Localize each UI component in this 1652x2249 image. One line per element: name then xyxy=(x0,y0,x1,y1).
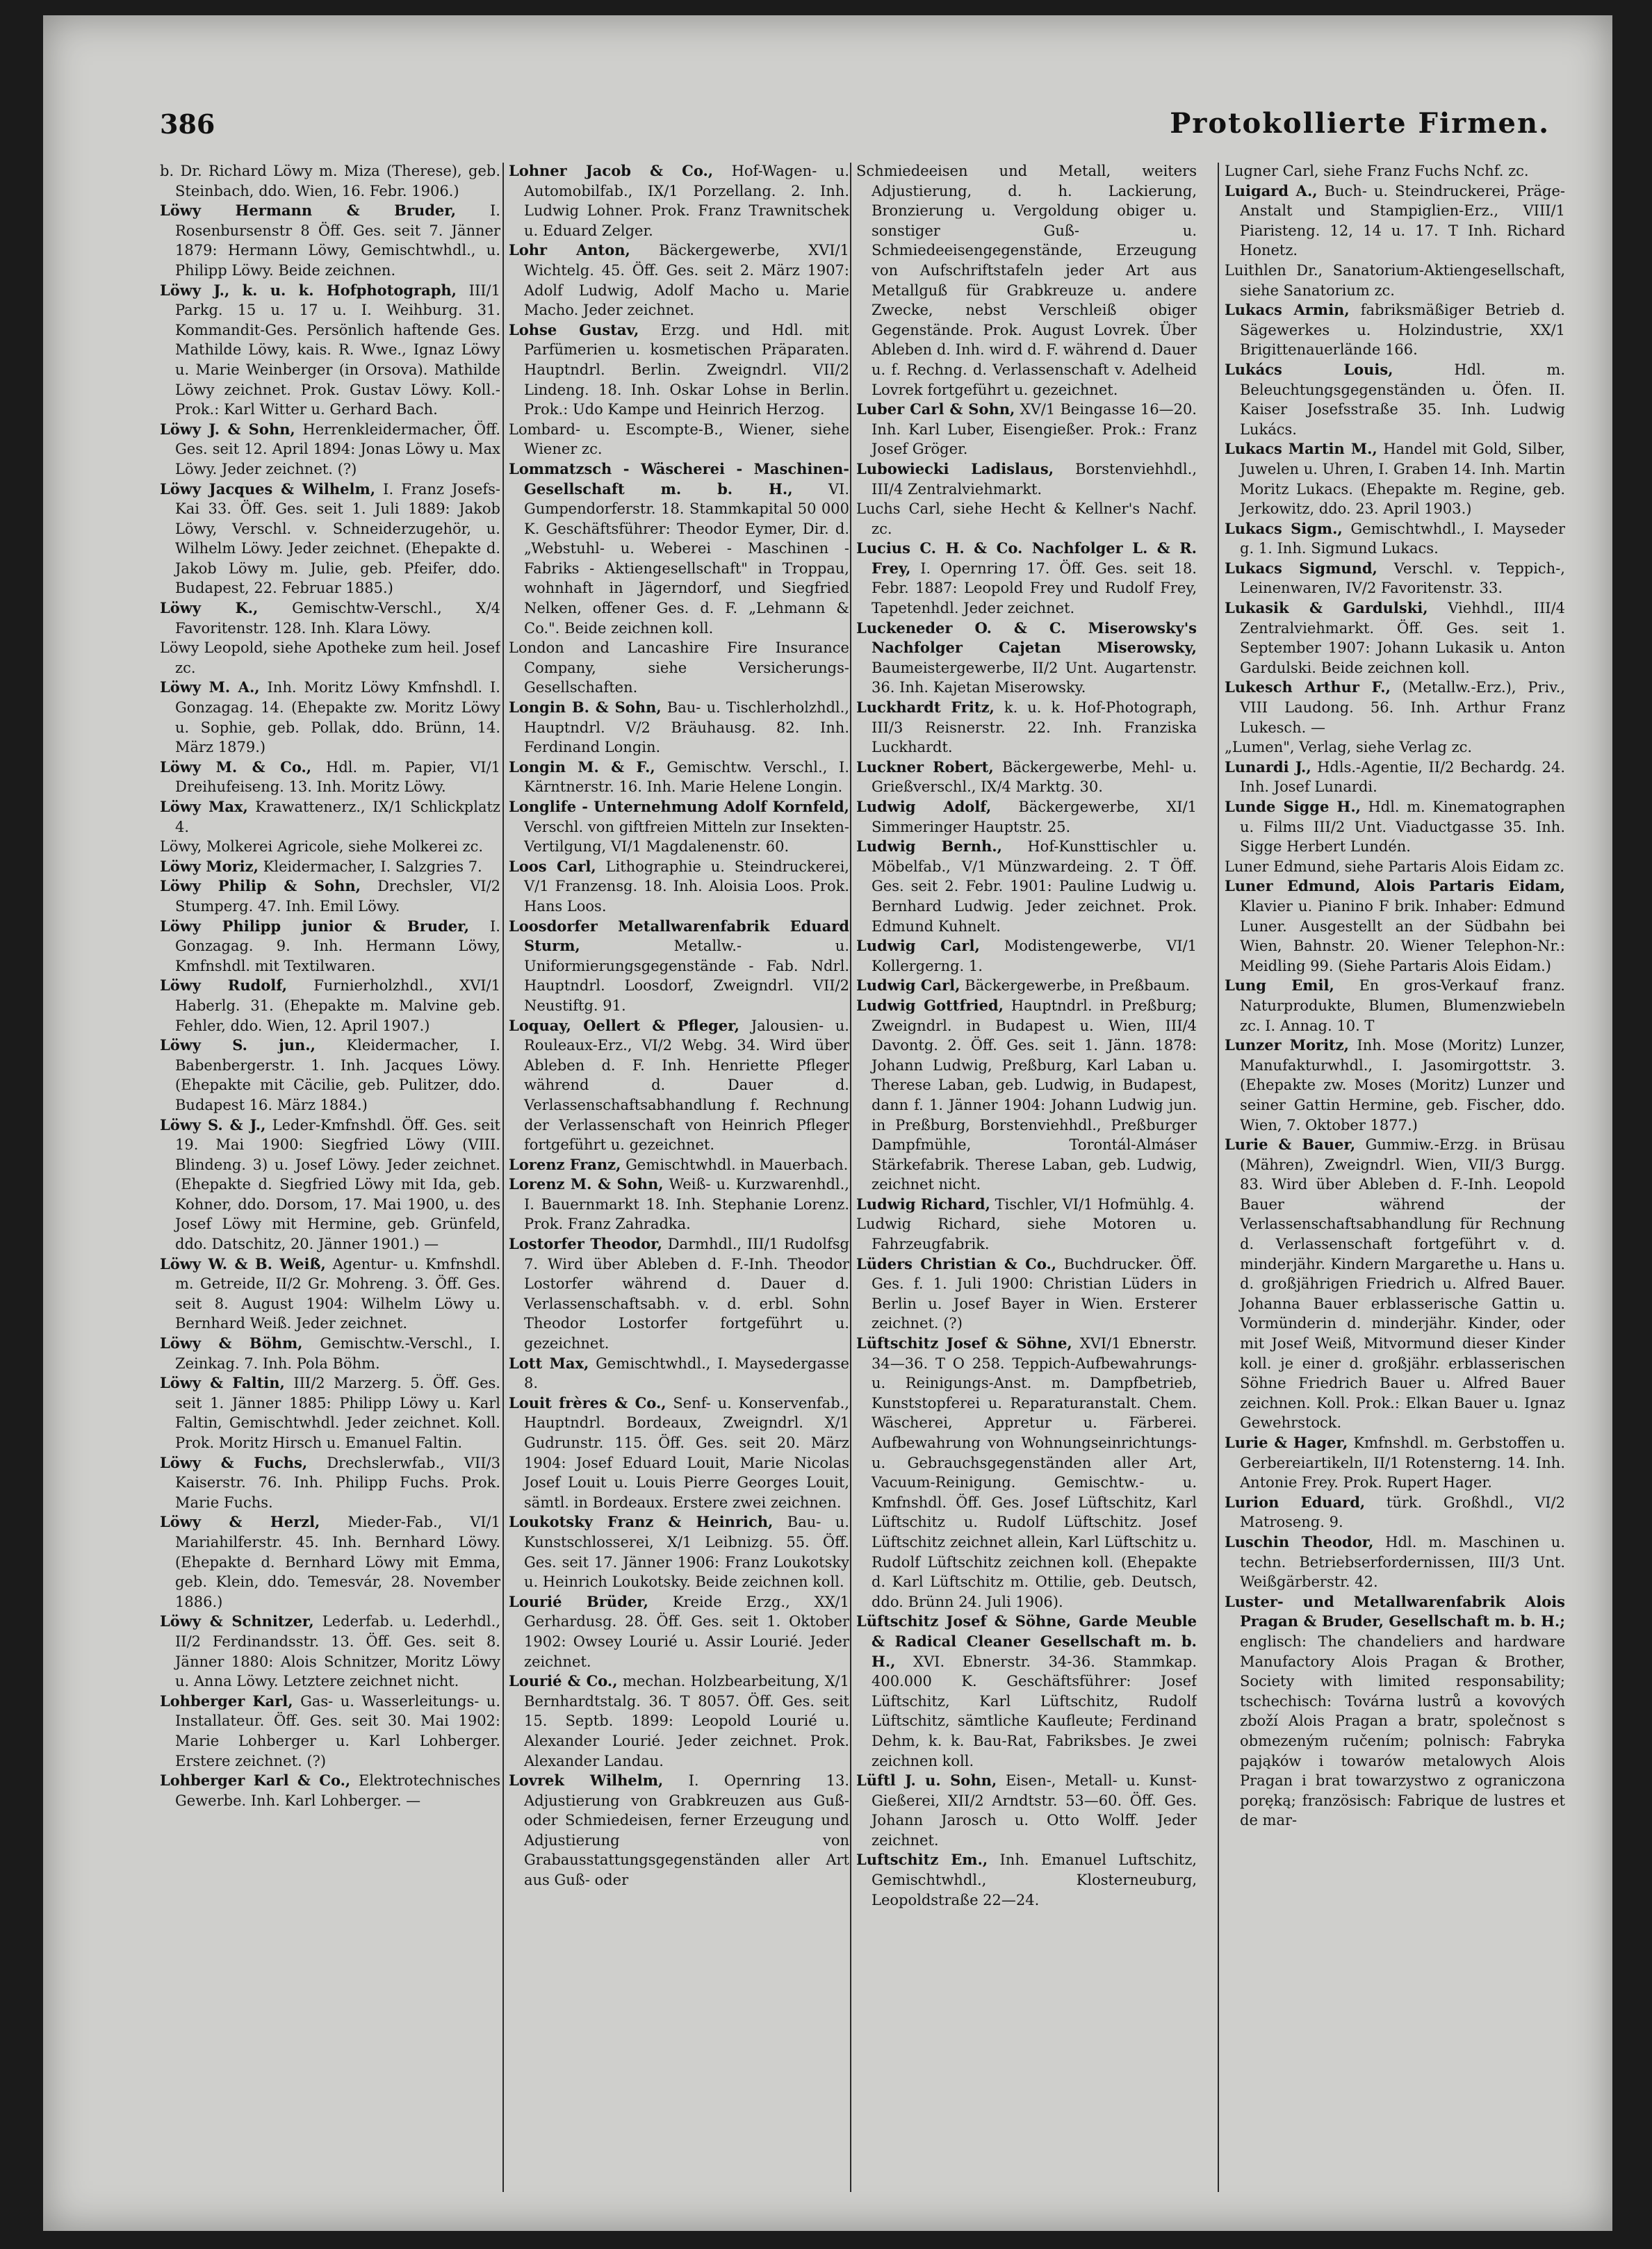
directory-entry xyxy=(509,240,849,320)
firm-name: Lohner Jacob & Co., xyxy=(509,162,714,179)
entry-details: mechan. Holzbearbeitung, X/1 Bernhardtstalg. 36. T 8057. Öff. Ges. seit 15. Septb. 1899: Leopold Lourié u. Alexander Lourié. Jeder zeichnet. Prok. Alexander Landau. xyxy=(524,1673,849,1769)
firm-name: Ludwig Carl, xyxy=(856,976,960,995)
firm-name: Löwy W. & B. Weiß, xyxy=(160,1254,326,1273)
entry-details: Agentur- u. Kmfnshdl. m. Getreide, II/2 Gr. Mohreng. 3. Öff. Ges. seit 8. August 1904: Wilhelm Löwy u. Bernhard Weiß. Jeder zeichnet. xyxy=(175,1255,500,1332)
entry-details: Kmfnshdl. m. Gerbstoffen u. Gerbereiartikeln, II/1 Rotensterng. 14. Inh. Antonie Frey. Prok. Rupert Hager. xyxy=(1240,1434,1565,1491)
firm-name: Löwy & Fuchs, xyxy=(160,1453,308,1471)
entry-details: Verschl. von giftfreien Mitteln zur Insekten-Vertilgung, VI/1 Magdalenenstr. 60. xyxy=(524,818,849,856)
firm-name: Ludwig Bernh., xyxy=(856,837,1002,856)
entry-details: I. Franz Josefs-Kai 33. Öff. Ges. seit 1. Juli 1889: Jakob Löwy, Verschl. v. Schneiderzugehör, u. Wilhelm Löwy. Jeder zeichnet. (Ehepakte d. Jakob Löwy m. Julie, geb. Pfeifer, ddo. Budapest, 22. Februar 1885.) xyxy=(175,480,500,597)
entry-details: III/1 Parkg. 15 u. 17 u. I. Weihburg. 31. Kommandit-Ges. Persönlich haftende Ges. Mathilde Löwy, kais. R. Wwe., Ignaz Löwy u. Marie Weinberger (in Orsova). Mathilde Löwy zeichnet. Prok. Gustav Löwy. Koll.-Prok.: Karl Witter u. Gerhard Bach. xyxy=(175,281,500,418)
directory-entry xyxy=(160,1512,500,1612)
firm-name: Lovrek Wilhelm, xyxy=(509,1772,664,1790)
entry-details: b. Dr. Richard Löwy m. Miza (Therese), geb. Steinbach, ddo. Wien, 16. Febr. 1906.) xyxy=(160,163,500,199)
directory-entry xyxy=(856,459,1197,499)
directory-entry xyxy=(509,1016,849,1155)
firm-name: Löwy M. A., xyxy=(160,678,260,696)
column-1 xyxy=(160,161,500,2198)
directory-entry xyxy=(1225,737,1565,758)
directory-entry xyxy=(856,1850,1197,1910)
firm-name: Lukács Louis, xyxy=(1225,360,1393,378)
directory-entry xyxy=(1225,678,1565,737)
directory-entry xyxy=(1225,797,1565,857)
column-3 xyxy=(856,161,1197,2198)
directory-entry xyxy=(856,698,1197,758)
entry-details: Weiß- u. Kurzwarenhdl., I. Bauernmarkt 18. Inh. Stephanie Lorenz. Prok. Franz Zahradka. xyxy=(524,1176,849,1233)
directory-entry xyxy=(1225,261,1565,300)
directory-entry xyxy=(1225,1592,1565,1831)
entry-details: I. Gonzagag. 9. Inh. Hermann Löwy, Kmfnshdl. mit Textilwaren. xyxy=(175,917,500,974)
firm-name: Löwy K., xyxy=(160,599,259,617)
directory-entry xyxy=(856,1214,1197,1254)
entry-details: Luithlen Dr., Sanatorium-Aktiengesellschaft, siehe Sanatorium zc. xyxy=(1225,261,1565,299)
entry-details: I. Rosenbursenstr 8 Öff. Ges. seit 7. Jänner 1879: Hermann Löwy, Gemischtwhdl., u. Philipp Löwy. Beide zeichnen. xyxy=(175,202,500,279)
entry-details: Kleidermacher, I. Babenbergerstr. 1. Inh. Jacques Löwy. (Ehepakte mit Cäcilie, geb. Pulitzer, ddo. Budapest 16. März 1884.) xyxy=(175,1037,500,1113)
firm-name: Lukacs Sigm., xyxy=(1225,519,1343,537)
directory-entry xyxy=(1225,976,1565,1036)
directory-entry xyxy=(160,976,500,1036)
directory-entry xyxy=(509,1175,849,1234)
directory-entry xyxy=(1225,161,1565,181)
entry-details: englisch: The chandeliers and hardware Manufactory Alois Pragan & Brother, Society with limited responsability; tschechisch: Továrna lustrů a kovových zboží Alois Pragan a bratr, společnost s obmezeným ručením; polnisch: Fabryka pająków i towarów metalowych Alois Pragan i brat towarzystwo z ograniczona poręką; französisch: Fabrique de lustres et de mar- xyxy=(1240,1633,1565,1829)
firm-name: Lourié & Co., xyxy=(509,1672,618,1690)
directory-entry xyxy=(1225,439,1565,518)
directory-entry xyxy=(1225,360,1565,439)
entry-details: Buch- u. Steindruckerei, Präge-Anstalt und Stampiglien-Erz., VIII/1 Piaristeng. 12, 14 u. 17. T Inh. Richard Honetz. xyxy=(1240,182,1565,259)
directory-entry xyxy=(160,837,500,857)
entry-details: fabriksmäßiger Betrieb d. Sägewerkes u. Holzindustrie, XX/1 Brigittenauerlände 166. xyxy=(1240,302,1565,359)
firm-name: Lüftl J. u. Sohn, xyxy=(856,1772,997,1790)
directory-entry xyxy=(160,876,500,916)
column-4 xyxy=(1225,161,1565,2198)
entry-details: Drechslerwfab., VII/3 Kaiserstr. 76. Inh. Philipp Fuchs. Prok. Marie Fuchs. xyxy=(175,1454,500,1511)
entry-details: Lombard- u. Escompte-B., Wiener, siehe Wiener zc. xyxy=(509,420,849,458)
entry-details: Gemischtw.-Verschl., I. Zeinkag. 7. Inh. Pola Böhm. xyxy=(175,1335,500,1372)
directory-entry xyxy=(1225,1135,1565,1433)
directory-entry xyxy=(509,420,849,459)
entry-details: Gemischtwhdl., I. Maysedergasse 8. xyxy=(524,1355,849,1392)
firm-name: Luckeneder O. & C. Miserowsky's Nachfolger Cajetan Miserowsky, xyxy=(856,619,1197,657)
firm-name: Löwy Philip & Sohn, xyxy=(160,877,361,895)
entry-details: Jalousien- u. Rouleaux-Erz., VI/2 Webg. 34. Wird über Ableben d. F. Inh. Henriette Pfleger während d. Dauer d. Verlassenschaftsabhandlung f. Rechnung der Verlassenschaft von Heinrich Pfleger fortgeführt u. gezeichnet. xyxy=(524,1017,849,1154)
directory-entry xyxy=(856,976,1197,996)
entry-details: I. Opernring 17. Öff. Ges. seit 18. Febr. 1887: Leopold Frey und Rudolf Frey, Tapetenhdl. Jeder zeichnet. xyxy=(872,559,1197,617)
firm-name: Longlife - Unternehmung Adolf Kornfeld, xyxy=(509,798,849,815)
directory-entry xyxy=(509,917,849,1016)
directory-entry xyxy=(160,1036,500,1115)
entry-details: Klavier u. Pianino F brik. Inhaber: Edmund Luner. Ausgestellt an der Südbahn bei Wien, Bahnstr. 20. Wiener Telephon-Nr.: Meidling 99. (Siehe Partaris Alois Eidam.) xyxy=(1240,897,1565,974)
directory-entry xyxy=(160,161,500,201)
column-divider xyxy=(502,163,504,2192)
firm-name: Löwy & Böhm, xyxy=(160,1334,303,1352)
firm-name: Lott Max, xyxy=(509,1354,589,1372)
firm-name: Luschin Theodor, xyxy=(1225,1532,1374,1551)
directory-entry xyxy=(856,161,1197,400)
entry-details: III/2 Marzerg. 5. Öff. Ges. seit 1. Jänner 1885: Philipp Löwy u. Karl Faltin, Gemischtwhdl. Jeder zeichnet. Koll. Prok. Moritz Hirsch u. Emanuel Faltin. xyxy=(175,1375,500,1451)
entry-details: türk. Großhdl., VI/2 Matroseng. 9. xyxy=(1240,1494,1565,1531)
directory-entry xyxy=(160,1373,500,1453)
directory-entry xyxy=(509,1671,849,1771)
directory-entry xyxy=(856,1195,1197,1215)
entry-details: XVI/1 Ebnerstr. 34—36. T O 258. Teppich-Aufbewahrungs- u. Reinigungs-Anst. m. Dampfbetrieb, Kunststopferei u. Reparaturanstalt. Chem. Wäscherei, Appretur u. Färberei. Aufbewahrung von Wohnungseinrichtungs- u. Gebrauchsgegenständen aller Art, Vacuum-Reinigung. Gemischtw.- u. Kmfnshdl. Öff. Ges. Josef Lüftschitz, Karl Lüftschitz u. Rudolf Lüftschitz. Josef Lüftschitz zeichnet allein, Karl Lüftschitz u. Rudolf Lüftschitz zeichnen koll. (Ehepakte d. Karl Lüftschitz m. Ottilie, geb. Deutsch, ddo. Brünn 24. Juli 1906). xyxy=(872,1335,1197,1610)
firm-name: Luckhardt Fritz, xyxy=(856,698,995,717)
directory-entry xyxy=(160,1115,500,1254)
entry-details: Erzg. und Hdl. mit Parfümerien u. kosmetischen Präparaten. Hauptndrl. Berlin. Zweigndrl. VII/2 Lindeng. 18. Inh. Oskar Lohse in Berlin. Prok.: Udo Kampe und Heinrich Herzog. xyxy=(524,321,849,418)
directory-entry xyxy=(160,1453,500,1513)
entry-details: London and Lancashire Fire Insurance Company, siehe Versicherungs-Gesellschaften. xyxy=(509,639,849,696)
firm-name: Loquay, Oellert & Pfleger, xyxy=(509,1016,739,1034)
firm-name: Löwy & Faltin, xyxy=(160,1374,285,1392)
firm-name: Lukasik & Gardulski, xyxy=(1225,599,1428,617)
firm-name: Lurion Eduard, xyxy=(1225,1493,1366,1511)
directory-entry xyxy=(160,1334,500,1373)
entry-details: „Lumen", Verlag, siehe Verlag zc. xyxy=(1225,739,1473,756)
firm-name: Lorenz Franz, xyxy=(509,1155,621,1173)
firm-name: Lukacs Armin, xyxy=(1225,301,1350,319)
firm-name: Lukesch Arthur F., xyxy=(1225,678,1391,696)
directory-entry xyxy=(509,1155,849,1175)
directory-entry xyxy=(1225,758,1565,797)
entry-details: Krawattenerz., IX/1 Schlickplatz 4. xyxy=(175,799,500,835)
column-divider xyxy=(1218,163,1219,2192)
directory-entry xyxy=(856,1254,1197,1334)
entry-details: Furnierholzhdl., XVI/1 Haberlg. 31. (Ehepakte m. Malvine geb. Fehler, ddo. Wien, 12. April 1907.) xyxy=(175,977,500,1034)
firm-name: Löwy S. & J., xyxy=(160,1115,266,1134)
directory-entry xyxy=(856,539,1197,618)
directory-entry xyxy=(160,678,500,757)
directory-entry xyxy=(1225,1433,1565,1493)
entry-details: Luchs Carl, siehe Hecht & Kellner's Nachf. zc. xyxy=(856,500,1197,537)
firm-name: Löwy Jacques & Wilhelm, xyxy=(160,480,376,498)
entry-details: Hof-Wagen- u. Automobilfab., IX/1 Porzellang. 2. Inh. Ludwig Lohner. Prok. Franz Trawnitschek u. Eduard Zelger. xyxy=(524,163,849,239)
firm-name: Löwy M. & Co., xyxy=(160,758,312,776)
entry-details: Lugner Carl, siehe Franz Fuchs Nchf. zc. xyxy=(1225,163,1529,179)
entry-details: Gemischtwhdl. in Mauerbach. xyxy=(625,1156,849,1173)
entry-details: Modistengewerbe, VI/1 Kollergerng. 1. xyxy=(872,938,1197,974)
directory-entry xyxy=(160,281,500,420)
column-divider xyxy=(850,163,851,2192)
entry-details: Inh. Moritz Löwy Kmfnshdl. I. Gonzagag. 14. (Ehepakte zw. Moritz Löwy u. Sophie, geb. Pollak, ddo. Brünn, 14. März 1879.) xyxy=(175,679,500,756)
firm-name: Longin M. & F., xyxy=(509,758,655,776)
entry-details: I. Opernring 13. Adjustierung von Grabkreuzen aus Guß- oder Schmiedeisen, ferner Erzeugung und Adjustierung von Grabausstattungsgegenständen aller Art aus Guß- oder xyxy=(524,1772,849,1889)
firm-name: Lohr Anton, xyxy=(509,241,630,259)
directory-entry xyxy=(160,480,500,599)
entry-details: Lithographie u. Steindruckerei, V/1 Franzensg. 18. Inh. Aloisia Loos. Prok. Hans Loos. xyxy=(524,858,849,915)
entry-details: Borstenviehhdl., III/4 Zentralviehmarkt. xyxy=(872,460,1197,498)
entry-details: Metallw.- u. Uniformierungsgegenstände - Fab. Ndrl. Hauptndrl. Loosdorf, Zweigndrl. VII/2 Neustiftg. 91. xyxy=(524,938,849,1014)
firm-name: Löwy J. & Sohn, xyxy=(160,420,295,438)
entry-details: Mieder-Fab., VI/1 Mariahilferstr. 45. Inh. Bernhard Löwy. (Ehepakte d. Bernhard Löwy mit Emma, geb. Klein, ddo. Temesvár, 28. November 1886.) xyxy=(175,1514,500,1610)
entry-details: Verschl. v. Teppich-, Leinenwaren, IV/2 Favoritenstr. 33. xyxy=(1240,559,1565,597)
firm-name: Lohberger Karl, xyxy=(160,1692,293,1710)
directory-entry xyxy=(1225,598,1565,678)
entry-details: Hdl. m. Papier, VI/1 Dreihufeiseng. 13. Inh. Moritz Löwy. xyxy=(175,758,500,796)
entry-details: Gemischtwhdl., I. Mayseder g. 1. Inh. Sigmund Lukacs. xyxy=(1240,520,1565,557)
firm-name: Lorenz M. & Sohn, xyxy=(509,1175,664,1193)
firm-name: Lostorfer Theodor, xyxy=(509,1235,662,1253)
directory-entry xyxy=(856,1771,1197,1850)
firm-name: Luigard A., xyxy=(1225,181,1318,199)
directory-entry xyxy=(509,797,849,857)
firm-name: Loosdorfer Metallwarenfabrik Eduard Sturm, xyxy=(509,917,849,955)
entry-details: Lederfab. u. Lederhdl., II/2 Ferdinandsstr. 13. Öff. Ges. seit 8. Jänner 1880: Alois Schnitzer, Moritz Löwy u. Anna Löwy. Letztere zeichnet nicht. xyxy=(175,1613,500,1690)
firm-name: Lüders Christian & Co., xyxy=(856,1254,1057,1273)
directory-entry xyxy=(856,797,1197,837)
directory-entry xyxy=(1225,876,1565,976)
firm-name: Lurie & Hager, xyxy=(1225,1434,1348,1451)
directory-entry xyxy=(160,758,500,797)
firm-name: Ludwig Richard, xyxy=(856,1195,990,1213)
directory-entry xyxy=(509,698,849,758)
firm-name: Lucius C. H. & Co. Nachfolger L. & R. Frey, xyxy=(856,539,1197,577)
firm-name: Lourié Brüder, xyxy=(509,1592,648,1610)
firm-name: Löwy Max, xyxy=(160,798,248,815)
entry-details: Inh. Mose (Moritz) Lunzer, Manufakturwhdl., I. Jasomirgottstr. 3. (Ehepakte zw. Moses (Moritz) Lunzer und seiner Gattin Hermine, geb. Fischer, ddo. Wien, 7. Oktober 1877.) xyxy=(1240,1037,1565,1134)
firm-name: Löwy Moriz, xyxy=(160,857,259,875)
firm-name: Luster- und Metallwarenfabrik Alois Pragan & Bruder, Gesellschaft m. b. H.; xyxy=(1225,1592,1565,1630)
entry-details: Senf- u. Konservenfab., Hauptndrl. Bordeaux, Zweigndrl. X/1 Gudrunstr. 115. Öff. Ges. seit 20. März 1904: Josef Eduard Louit, Marie Nicolas Josef Louit u. Louis Pierre Georges Louit, sämtl. in Bordeaux. Erstere zwei zeichnen. xyxy=(524,1394,849,1511)
firm-name: Lukacs Sigmund, xyxy=(1225,559,1377,577)
directory-entry xyxy=(1225,559,1565,598)
firm-name: Lohse Gustav, xyxy=(509,320,639,338)
directory-entry xyxy=(160,638,500,678)
entry-details: Buchdrucker. Öff. Ges. f. 1. Juli 1900: Christian Lüders in Berlin u. Josef Bayer in Wien. Ersterer zeichnet. (?) xyxy=(872,1255,1197,1332)
directory-entry xyxy=(856,1612,1197,1771)
entry-details: (Metallw.-Erz.), Priv., VIII Laudong. 56. Inh. Arthur Franz Lukesch. — xyxy=(1240,679,1565,736)
running-title: Protokollierte Firmen. xyxy=(1170,107,1550,140)
entry-details: Baumeistergewerbe, II/2 Unt. Augartenstr. 36. Inh. Kajetan Miserowsky. xyxy=(872,659,1197,696)
directory-entry xyxy=(160,1254,500,1334)
directory-entry xyxy=(509,1771,849,1890)
directory-entry xyxy=(856,400,1197,459)
entry-details: Löwy Leopold, siehe Apotheke zum heil. Josef zc. xyxy=(160,639,500,676)
directory-entry xyxy=(160,201,500,280)
page-header xyxy=(160,104,1557,153)
directory-entry xyxy=(856,1334,1197,1612)
directory-entry xyxy=(1225,519,1565,559)
directory-entry xyxy=(160,1612,500,1691)
directory-entry xyxy=(856,936,1197,976)
directory-entry xyxy=(1225,300,1565,360)
firm-name: Louit frères & Co., xyxy=(509,1393,666,1412)
entry-details: Kreide Erzg., XX/1 Gerhardusg. 28. Öff. Ges. seit 1. Oktober 1902: Owsey Lourié u. Assir Lourié. Jeder zeichnet. xyxy=(524,1593,849,1670)
entry-details: Viehhdl., III/4 Zentralviehmarkt. Öff. Ges. seit 1. September 1907: Johann Lukasik u. Anton Gardulski. Beide zeichnen koll. xyxy=(1240,600,1565,676)
firm-name: Lunzer Moritz, xyxy=(1225,1036,1349,1054)
firm-name: Lunardi J., xyxy=(1225,758,1311,776)
entry-details: Drechsler, VI/2 Stumperg. 47. Inh. Emil Löwy. xyxy=(175,878,500,915)
directory-entry xyxy=(160,917,500,976)
directory-entry xyxy=(160,420,500,480)
directory-entry xyxy=(509,1512,849,1592)
directory-entry xyxy=(160,1692,500,1771)
entry-details: Bau- u. Tischlerholzhdl., Hauptndrl. V/2 Bräuhausg. 82. Inh. Ferdinand Longin. xyxy=(524,699,849,756)
directory-entry xyxy=(160,598,500,638)
directory-entry xyxy=(509,638,849,698)
entry-details: Kleidermacher, I. Salzgries 7. xyxy=(263,858,482,875)
directory-entry xyxy=(509,857,849,917)
firm-name: Lukacs Martin M., xyxy=(1225,440,1377,458)
entry-details: VI. Gumpendorferstr. 18. Stammkapital 50 000 K. Geschäftsführer: Theodor Eymer, Dir. d. „Webstuhl- u. Weberei - Maschinen - Fabriks - Aktiengesellschaft" in Troppau, wohnhaft in Jägerndorf, und Siegfried Nelken, offener Ges. d. F. „Lehmann & Co.". Beide zeichnen koll. xyxy=(524,480,849,637)
entry-details: Gas- u. Wasserleitungs- u. Installateur. Öff. Ges. seit 30. Mai 1902: Marie Lohberger u. Karl Lohberger. Erstere zeichnet. (?) xyxy=(175,1692,500,1769)
directory-entry xyxy=(509,758,849,797)
firm-name: Luber Carl & Sohn, xyxy=(856,400,1015,418)
directory-entry xyxy=(856,996,1197,1195)
firm-name: Lüftschitz Josef & Söhne, xyxy=(856,1334,1072,1352)
entry-details: Gemischtw. Verschl., I. Kärntnerstr. 16. Inh. Marie Helene Longin. xyxy=(524,758,849,796)
entry-details: Darmhdl., III/1 Rudolfsg 7. Wird über Ableben d. F.-Inh. Theodor Lostorfer während d. Dauer d. Verlassenschaftsabh. v. d. erbl. Sohn Theodor Lostorfer fortgeführt u. gezeichnet. xyxy=(524,1236,849,1352)
firm-name: Ludwig Adolf, xyxy=(856,798,992,815)
directory-entry xyxy=(160,857,500,877)
firm-name: Lung Emil, xyxy=(1225,976,1334,995)
entry-details: Bäckergewerbe, in Preßbaum. xyxy=(965,977,1191,995)
firm-name: Lohberger Karl & Co., xyxy=(160,1772,351,1790)
directory-entry xyxy=(160,1771,500,1810)
directory-entry xyxy=(509,1234,849,1354)
firm-name: Loos Carl, xyxy=(509,857,596,875)
directory-entry xyxy=(509,1592,849,1671)
entry-details: Bäckergewerbe, Mehl- u. Grießverschl., IX/4 Marktg. 30. xyxy=(872,758,1197,796)
firm-name: Löwy J., k. u. k. Hofphotograph, xyxy=(160,281,457,299)
entry-details: XVI. Ebnerstr. 34-36. Stammkap. 400.000 K. Geschäftsführer: Josef Lüftschitz, Karl Lüftschitz, Rudolf Lüftschitz, sämtliche Kaufleute; Ferdinand Dehm, k. k. Bau-Rat, Fabriksbes. Je zwei zeichnen koll. xyxy=(872,1653,1197,1769)
firm-name: Loukotsky Franz & Heinrich, xyxy=(509,1513,774,1531)
firm-name: Löwy & Schnitzer, xyxy=(160,1612,314,1630)
directory-entry xyxy=(160,797,500,837)
firm-name: Lurie & Bauer, xyxy=(1225,1136,1356,1154)
directory-page xyxy=(43,15,1612,2231)
firm-name: Ludwig Carl, xyxy=(856,937,980,955)
entry-details: Bäckergewerbe, XVI/1 Wichtelg. 45. Öff. Ges. seit 2. März 1907: Adolf Ludwig, Adolf Macho u. Marie Macho. Jeder zeichnet. xyxy=(524,242,849,319)
entry-details: Hdl. m. Kinematographen u. Films III/2 Unt. Viaductgasse 35. Inh. Sigge Herbert Lundén. xyxy=(1240,799,1565,856)
firm-name: Luckner Robert, xyxy=(856,758,994,776)
directory-entry xyxy=(856,619,1197,698)
entry-details: Elektrotechnisches Gewerbe. Inh. Karl Lohberger. — xyxy=(175,1772,500,1809)
page-number: 386 xyxy=(160,108,215,140)
entry-details: Bau- u. Kunstschlosserei, X/1 Leibnizg. 55. Öff. Ges. seit 17. Jänner 1906: Franz Loukotsky u. Heinrich Loukotsky. Beide zeichnen koll. xyxy=(524,1514,849,1591)
directory-entry xyxy=(509,459,849,638)
directory-entry xyxy=(856,499,1197,539)
entry-details: Hauptndrl. in Preßburg; Zweigndrl. in Budapest u. Wien, III/4 Davontg. 2. Öff. Ges. seit 1. Jänn. 1878: Johann Ludwig, Preßburg, Karl Laban u. Therese Laban, geb. Ludwig, in Budapest, dann f. 1. Jänner 1904: Johann Ludwig jun. in Preßburg, Borstenviehhdl., Preßburger Dampfmühle, Torontál-Almáser Stärkefabrik. Therese Laban, geb. Ludwig, zeichnet nicht. xyxy=(872,997,1197,1193)
directory-entry xyxy=(1225,1532,1565,1592)
entry-details: Bäckergewerbe, XI/1 Simmeringer Hauptstr. 25. xyxy=(872,799,1197,835)
entry-details: Gemischtw-Verschl., X/4 Favoritenstr. 128. Inh. Klara Löwy. xyxy=(175,600,500,637)
entry-details: XV/1 Beingasse 16—20. Inh. Karl Luber, Eisengießer. Prok.: Franz Josef Gröger. xyxy=(872,401,1197,458)
firm-name: Löwy Hermann & Bruder, xyxy=(160,202,457,220)
entry-details: Ludwig Richard, siehe Motoren u. Fahrzeugfabrik. xyxy=(856,1216,1197,1253)
entry-details: Luner Edmund, siehe Partaris Alois Eidam zc. xyxy=(1225,858,1564,875)
directory-entry xyxy=(856,837,1197,936)
firm-name: Lunde Sigge H., xyxy=(1225,798,1361,815)
directory-entry xyxy=(1225,181,1565,261)
entry-details: Löwy, Molkerei Agricole, siehe Molkerei zc. xyxy=(160,838,484,856)
entry-details: k. u. k. Hof-Photograph, III/3 Reisnerstr. 22. Inh. Franziska Luckhardt. xyxy=(872,699,1197,756)
directory-entry xyxy=(1225,1036,1565,1135)
entry-details: Schmiedeeisen und Metall, weiters Adjustierung, d. h. Lackierung, Bronzierung u. Vergoldung obiger u. sonstiger Guß- u. Schmiedeeisengegenstände, Erzeugung von Aufschriftstafeln jeder Art aus Metallguß für Grabkreuze u. andere Zwecke, nebst Verschleiß obiger Gegenstände. Prok. August Lovrek. Über Ableben d. Inh. wird d. F. während d. Dauer u. f. Rechng. d. Verlassenschaft v. Adelheid Lovrek fortgeführt u. gezeichnet. xyxy=(856,163,1197,398)
firm-name: Löwy S. jun., xyxy=(160,1036,316,1054)
entry-details: Hof-Kunsttischler u. Möbelfab., V/1 Münzwardeing. 2. T Öff. Ges. seit 2. Febr. 1901: Pauline Ludwig u. Bernhard Ludwig. Jeder zeichnet. Prok. Edmund Kuhnelt. xyxy=(872,838,1197,935)
firm-name: Löwy Philipp junior & Bruder, xyxy=(160,917,470,935)
entry-details: Hdl. m. Maschinen u. techn. Betriebserfordernissen, III/3 Unt. Weißgärberstr. 42. xyxy=(1240,1533,1565,1591)
directory-entry xyxy=(509,1354,849,1393)
firm-name: Ludwig Gottfried, xyxy=(856,996,1004,1014)
firm-name: Löwy Rudolf, xyxy=(160,976,288,995)
entry-details: Gummiw.-Erzg. in Brüsau (Mähren), Zweigndrl. Wien, VII/3 Burgg. 83. Wird über Ableben d. F.-Inh. Leopold Bauer während der Verlassenschaftsabhandlung für Rechnung d. Verlassenschaft fortgeführt v. d. minderjähr. Kindern Margarethe u. Hans u. d. großjährigen Friedrich u. Alfred Bauer. Johanna Bauer erblasserische Gattin u. Vormünderin d. minderjähr. Kinder, oder mit Josef Weiß, Mitvormund dieser Kinder koll. je einer d. großjähr. erblasserischen Söhne Friedrich Bauer u. Alfred Bauer zeichnen. Koll. Prok.: Elkan Bauer u. Ignaz Gewehrstock. xyxy=(1240,1136,1565,1432)
entry-details: Inh. Emanuel Luftschitz, Gemischtwhdl., Klosterneuburg, Leopoldstraße 22—24. xyxy=(872,1851,1197,1908)
firm-name: Löwy & Herzl, xyxy=(160,1513,320,1531)
directory-entry xyxy=(1225,1493,1565,1532)
directory-entry xyxy=(1225,857,1565,877)
entry-details: Eisen-, Metall- u. Kunst-Gießerei, XII/2 Arndtstr. 53—60. Öff. Ges. Johann Jarosch u. Otto Wolff. Jeder zeichnet. xyxy=(872,1772,1197,1849)
entry-details: Leder-Kmfnshdl. Öff. Ges. seit 19. Mai 1900: Siegfried Löwy (VIII. Blindeng. 3) u. Josef Löwy. Jeder zeichnet. (Ehepakte d. Siegfried Löwy mit Ida, geb. Kohner, ddo. Dorsom, 17. Mai 1900, u. des Josef Löwy mit Hermine, geb. Grünfeld, ddo. Datschitz, 20. Jänner 1901.) — xyxy=(175,1116,500,1253)
directory-entry xyxy=(509,320,849,420)
directory-entry xyxy=(509,1393,849,1513)
firm-name: Lubowiecki Ladislaus, xyxy=(856,459,1054,477)
directory-entry xyxy=(509,161,849,240)
entry-details: Hdls.-Agentie, II/2 Bechardg. 24. Inh. Josef Lunardi. xyxy=(1240,758,1565,796)
firm-name: Luner Edmund, Alois Partaris Eidam, xyxy=(1225,877,1565,895)
firm-name: Lüftschitz Josef & Söhne, Garde Meuble & Radical Cleaner Gesellschaft m. b. H., xyxy=(856,1612,1197,1670)
firm-name: Longin B. & Sohn, xyxy=(509,698,662,717)
directory-entry xyxy=(856,758,1197,797)
firm-name: Luftschitz Em., xyxy=(856,1851,988,1869)
entry-details: En gros-Verkauf franz. Naturprodukte, Blumen, Blumenzwiebeln zc. I. Annag. 10. T xyxy=(1240,977,1565,1034)
column-2 xyxy=(509,161,849,2198)
entry-details: Hdl. m. Beleuchtungsgegenständen u. Öfen. II. Kaiser Josefsstraße 35. Inh. Ludwig Lukács. xyxy=(1240,361,1565,438)
entry-details: Herrenkleidermacher, Öff. Ges. seit 12. April 1894: Jonas Löwy u. Max Löwy. Jeder zeichnet. (?) xyxy=(175,420,500,477)
entry-details: Tischler, VI/1 Hofmühlg. 4. xyxy=(995,1195,1195,1213)
firm-name: Lommatzsch - Wäscherei - Maschinen-Gesellschaft m. b. H., xyxy=(509,459,849,498)
entry-details: Handel mit Gold, Silber, Juwelen u. Uhren, I. Graben 14. Inh. Martin Moritz Lukacs. (Ehepakte m. Regine, geb. Jerkowitz, ddo. 23. April 1903.) xyxy=(1240,441,1565,518)
